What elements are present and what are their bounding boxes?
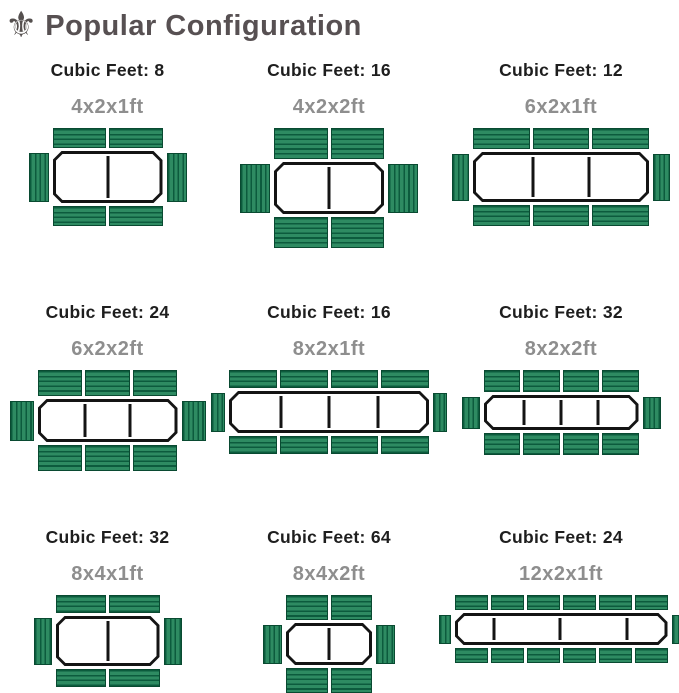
bed-panel-horizontal (280, 370, 328, 388)
frame-divider (493, 618, 496, 640)
fleur-de-lis-icon: ⚜ (5, 8, 37, 44)
top-panels-row (484, 370, 639, 392)
configuration-card (215, 290, 443, 515)
bed-panel-horizontal (527, 595, 560, 610)
frame-divider (522, 400, 525, 425)
bed-panel-horizontal (85, 445, 130, 471)
frame-divider (328, 396, 331, 428)
top-panels-row (53, 128, 163, 148)
bed-frame-inner (232, 394, 426, 430)
frame-divider (558, 618, 561, 640)
frame-divider (626, 618, 629, 640)
bed-panel-horizontal (331, 595, 373, 620)
middle-row (240, 162, 418, 214)
bed-panel-horizontal (229, 370, 277, 388)
bed-panel-horizontal (602, 433, 639, 455)
bed-frame-inner (487, 398, 636, 427)
bed-panel-horizontal (133, 370, 178, 396)
bed-panel-horizontal (109, 206, 163, 226)
top-panels-row (473, 128, 649, 149)
dimensions-label: 4x2x2ft (293, 96, 365, 119)
bottom-panels-row (484, 433, 639, 455)
bed-panel-horizontal (274, 128, 328, 159)
bed-panel-horizontal (56, 595, 107, 613)
dimensions-label: 6x2x2ft (71, 338, 143, 361)
bed-panel-horizontal (599, 648, 632, 663)
bed-panel-horizontal (38, 445, 83, 471)
configuration-card (0, 515, 215, 685)
bed-panel-side (263, 625, 282, 664)
bed-panel-horizontal (563, 433, 600, 455)
frame-divider (128, 404, 131, 437)
bed-panel-horizontal (599, 595, 632, 610)
bottom-panels-row (229, 436, 429, 454)
configuration-card (443, 290, 679, 515)
bed-panel-side (240, 164, 270, 213)
bed-panel-horizontal (473, 128, 530, 149)
cubic-feet-label: Cubic Feet: 16 (267, 302, 391, 323)
bed-diagram (29, 128, 187, 226)
middle-row (10, 399, 206, 442)
bed-panel-side (643, 397, 661, 429)
bed-panel-horizontal (592, 205, 649, 226)
bed-frame-inner (289, 626, 369, 662)
bottom-panels-row (473, 205, 649, 226)
bed-panel-side (211, 393, 225, 432)
configuration-card (443, 515, 679, 685)
bed-frame-inner (458, 616, 665, 642)
middle-row (211, 391, 447, 433)
bottom-panels-row (455, 648, 668, 663)
frame-divider (279, 396, 282, 428)
frame-divider (328, 628, 331, 660)
bed-panel-horizontal (331, 217, 385, 248)
frame-divider (597, 400, 600, 425)
bed-frame (286, 623, 372, 665)
cubic-feet-label: Cubic Feet: 16 (267, 60, 391, 81)
bed-panel-side (376, 625, 395, 664)
bed-panel-horizontal (331, 370, 379, 388)
bed-panel-side (439, 615, 451, 644)
bed-panel-horizontal (484, 433, 521, 455)
bed-panel-horizontal (109, 595, 160, 613)
config-grid (0, 48, 679, 685)
cubic-feet-label: Cubic Feet: 64 (267, 527, 391, 548)
top-panels-row (229, 370, 429, 388)
bed-panel-horizontal (563, 648, 596, 663)
top-panels-row (274, 128, 384, 159)
configuration-card (0, 48, 215, 290)
cubic-feet-label: Cubic Feet: 32 (46, 527, 170, 548)
bed-diagram (263, 595, 395, 693)
cubic-feet-label: Cubic Feet: 24 (499, 527, 623, 548)
bed-panel-horizontal (523, 370, 560, 392)
frame-divider (376, 396, 379, 428)
bed-panel-horizontal (286, 668, 328, 693)
bed-panel-horizontal (109, 128, 163, 148)
bed-panel-horizontal (473, 205, 530, 226)
bed-panel-horizontal (38, 370, 83, 396)
bed-panel-horizontal (53, 206, 107, 226)
bed-frame-inner (476, 155, 646, 199)
cubic-feet-label: Cubic Feet: 32 (499, 302, 623, 323)
dimensions-label: 6x2x1ft (525, 96, 597, 119)
configuration-card (215, 515, 443, 685)
middle-row (34, 616, 182, 666)
bed-frame-inner (56, 154, 160, 200)
bed-panel-horizontal (592, 128, 649, 149)
bed-diagram (462, 370, 661, 455)
bed-panel-side (388, 164, 418, 213)
bed-diagram (10, 370, 206, 471)
bed-diagram (34, 595, 182, 687)
bed-panel-horizontal (563, 370, 600, 392)
bed-diagram (439, 595, 679, 663)
bed-panel-side (10, 401, 34, 441)
dimensions-label: 4x2x1ft (71, 96, 143, 119)
bed-panel-horizontal (56, 669, 107, 687)
bed-panel-horizontal (286, 595, 328, 620)
bed-frame (473, 152, 649, 202)
bed-panel-horizontal (523, 433, 560, 455)
bed-frame (455, 613, 668, 645)
bed-panel-horizontal (563, 595, 596, 610)
bed-panel-side (29, 153, 49, 202)
bed-panel-horizontal (53, 128, 107, 148)
top-panels-row (56, 595, 160, 613)
configuration-card (215, 48, 443, 290)
bed-frame (274, 162, 384, 214)
bed-panel-horizontal (85, 370, 130, 396)
frame-divider (84, 404, 87, 437)
middle-row (439, 613, 679, 645)
bottom-panels-row (56, 669, 160, 687)
bed-panel-horizontal (635, 648, 668, 663)
configuration-card (443, 48, 679, 290)
bed-panel-horizontal (331, 668, 373, 693)
bed-panel-side (34, 618, 52, 665)
bed-panel-side (452, 154, 469, 201)
top-panels-row (286, 595, 372, 620)
middle-row (462, 395, 661, 430)
bed-panel-horizontal (331, 436, 379, 454)
bed-panel-horizontal (635, 595, 668, 610)
bed-panel-side (653, 154, 670, 201)
dimensions-label: 8x2x2ft (525, 338, 597, 361)
bed-diagram (452, 128, 670, 226)
frame-divider (531, 157, 534, 197)
frame-divider (106, 621, 109, 661)
bed-frame (53, 151, 163, 203)
bed-panel-side (182, 401, 206, 441)
bottom-panels-row (38, 445, 178, 471)
bed-panel-horizontal (455, 648, 488, 663)
bed-diagram (211, 370, 447, 454)
cubic-feet-label: Cubic Feet: 12 (499, 60, 623, 81)
bed-frame-inner (41, 402, 175, 439)
bed-diagram (240, 128, 418, 248)
bottom-panels-row (286, 668, 372, 693)
bed-panel-horizontal (491, 648, 524, 663)
frame-divider (560, 400, 563, 425)
bed-frame-inner (59, 619, 157, 663)
bed-panel-horizontal (527, 648, 560, 663)
frame-divider (588, 157, 591, 197)
bed-panel-horizontal (229, 436, 277, 454)
bed-panel-horizontal (533, 205, 590, 226)
bed-panel-horizontal (274, 217, 328, 248)
top-panels-row (455, 595, 668, 610)
bed-frame (229, 391, 429, 433)
bed-panel-horizontal (109, 669, 160, 687)
bed-panel-side (167, 153, 187, 202)
dimensions-label: 8x2x1ft (293, 338, 365, 361)
bottom-panels-row (53, 206, 163, 226)
bed-panel-side (164, 618, 182, 665)
bed-frame (484, 395, 639, 430)
middle-row (263, 623, 395, 665)
bed-panel-horizontal (602, 370, 639, 392)
frame-divider (106, 156, 109, 198)
bed-panel-horizontal (280, 436, 328, 454)
bed-panel-horizontal (133, 445, 178, 471)
frame-divider (328, 167, 331, 209)
bottom-panels-row (274, 217, 384, 248)
dimensions-label: 8x4x1ft (71, 563, 143, 586)
bed-panel-horizontal (484, 370, 521, 392)
bed-frame-inner (277, 165, 381, 211)
middle-row (452, 152, 670, 202)
dimensions-label: 12x2x1ft (519, 563, 603, 586)
bed-panel-horizontal (381, 436, 429, 454)
bed-panel-horizontal (455, 595, 488, 610)
dimensions-label: 8x4x2ft (293, 563, 365, 586)
bed-panel-side (672, 615, 679, 644)
cubic-feet-label: Cubic Feet: 8 (51, 60, 165, 81)
bed-frame (38, 399, 178, 442)
bed-panel-horizontal (381, 370, 429, 388)
bed-panel-horizontal (331, 128, 385, 159)
configuration-card (0, 290, 215, 515)
middle-row (29, 151, 187, 203)
page-title: Popular Configuration (45, 10, 362, 43)
bed-panel-horizontal (533, 128, 590, 149)
bed-frame (56, 616, 160, 666)
top-panels-row (38, 370, 178, 396)
header (0, 0, 679, 48)
cubic-feet-label: Cubic Feet: 24 (46, 302, 170, 323)
bed-panel-horizontal (491, 595, 524, 610)
bed-panel-side (462, 397, 480, 429)
